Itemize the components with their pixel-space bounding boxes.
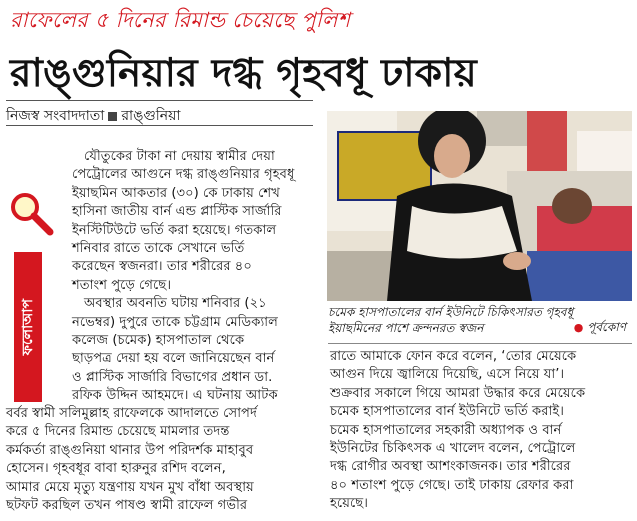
text-line: ৪০ শতাংশ পুড়ে গেছে। তাই ঢাকায় রেফার করা [330, 477, 574, 493]
text-line: ইনস্টিটিউটে ভর্তি করা হয়েছে। গতকাল [72, 222, 277, 238]
text-line: হয়েছে। [330, 496, 369, 512]
text-line: হোসেন। গৃহবধূর বাবা হারুনুর রশিদ বলেন, [6, 461, 226, 477]
text-line: শতাংশ পুড়ে গেছে। [72, 277, 172, 293]
kicker: রাফেলের ৫ দিনের রিমান্ড চেয়েছে পুলিশ [10, 8, 351, 32]
square-bullet-icon [108, 112, 117, 121]
text-line: কর্মকর্তা রাঙ্গুনিয়া থানার উপ পরিদর্শক মাহাবুব [6, 442, 254, 458]
photo-caption [328, 304, 630, 336]
byline-place: রাঙ্গুনিয়া [121, 108, 181, 124]
text-line: অবস্থার অবনতি ঘটায় শনিবার (২১ [84, 296, 267, 312]
text-line: চমেক হাসপাতালের বার্ন ইউনিটে ভর্তি করাই। [330, 404, 564, 420]
text-line: শুক্রবার সকালে গিয়ে আমরা উদ্ধার করে মেয়েকে [330, 385, 586, 401]
text-line: শনিবার রাতে তাকে সেখানে ভর্তি [72, 241, 245, 257]
text-line: কলেজ (চমেক) হাসপাতাল থেকে [72, 333, 245, 349]
text-line: ইউনিটের চিকিৎসক এ খালেদ বলেন, পেট্রোলে [330, 441, 576, 457]
section-sidebar [14, 252, 42, 402]
headline: রাঙ্গুনিয়ার দগ্ধ গৃহবধূ ঢাকায় [10, 51, 477, 96]
section-label: ফলোআপ [20, 298, 36, 356]
text-line: নভেম্বর) দুপুরে তাকে চট্টগ্রাম মেডিক্যাল [72, 314, 278, 330]
caption-rule [328, 343, 632, 344]
text-line: রফিক উদ্দিন আহমদে। এ ঘটনায় আটক [72, 388, 278, 404]
text-line: করেছেন স্বজনরা। তার শরীরের ৪০ [72, 259, 252, 275]
text-line: রাতে আমাকে ফোন করে বলেন, ‘তোর মেয়েকে [330, 349, 577, 364]
text-line: ছাড়পত্র দেয়া হয় বলে জানিয়েছেন বার্ন [72, 351, 275, 367]
text-line: দগ্ধ রোগীর অবস্থা আশংকাজনক। তার শরীরের [330, 459, 571, 475]
magnifier-icon [8, 190, 56, 238]
text-line: আমার মেয়ে মৃত্যু যন্ত্রণায় যখন মুখ বাঁধা অবস্থায় [6, 479, 254, 495]
credit-dot-icon: ● [573, 321, 584, 334]
caption-line: ইয়াছমিনের পাশে ক্রন্দনরত স্বজন [328, 321, 484, 335]
text-line: আগুন দিয়ে জ্বালিয়ে দিয়েছি, এসে নিয়ে যা’। [330, 367, 565, 383]
rule-top [6, 100, 313, 101]
caption-line: চমেক হাসপাতালের বার্ন ইউনিটে চিকিৎসারত গৃহবধূ [328, 305, 574, 319]
byline-reporter: নিজস্ব সংবাদদাতা [6, 108, 105, 124]
photo-credit-text: পূর্বকোণ [587, 320, 626, 334]
text-line: বর্বর স্বামী সলিমুল্লাহ রাফেলকে আদালতে সোপর্দ [6, 406, 257, 421]
photo-credit [574, 319, 626, 336]
left-column-bottom [6, 405, 316, 515]
text-line: ইয়াছমিন আকতার (৩০) কে ঢাকায় শেখ [72, 185, 280, 201]
text-line: চমেক হাসপাতালের সহকারী অধ্যাপক ও বার্ন [330, 422, 562, 438]
text-line: হাসিনা জাতীয় বার্ন এন্ড প্লাস্টিক সার্জারি [72, 204, 282, 220]
rule-bottom [6, 125, 313, 126]
text-line: ছটফট করছিল তখন পাষণ্ড স্বামী রাফেল গভীর [6, 498, 248, 514]
right-column [330, 348, 632, 514]
text-line: পেট্রোলের আগুনে দগ্ধ রাঙ্গুনিয়ার গৃহবধূ [72, 167, 295, 183]
news-photo [327, 111, 632, 301]
left-column-top [72, 148, 314, 406]
text-line: করে ৫ দিনের রিমান্ড চেয়েছে মামলার তদন্ত [6, 424, 230, 440]
text-line: ও প্লাস্টিক সার্জারি বিভাগের প্রধান ডা. [72, 369, 273, 385]
text-line: যৌতুকের টাকা না দেয়ায় স্বামীর দেয়া [84, 149, 275, 164]
